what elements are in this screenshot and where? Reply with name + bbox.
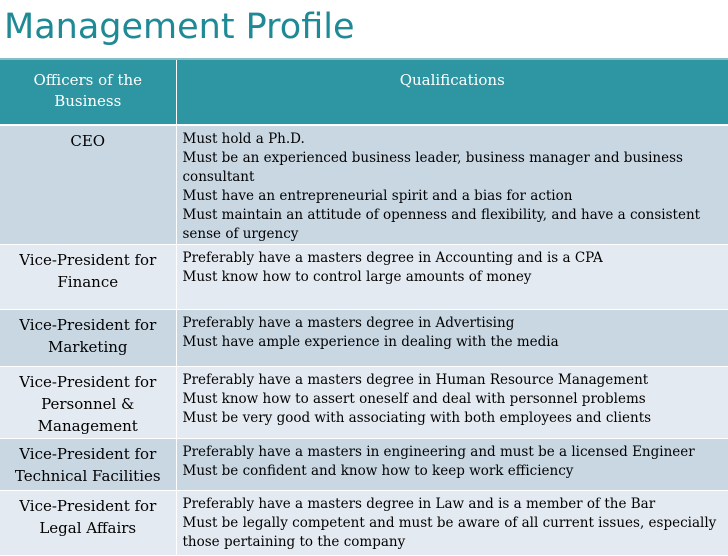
- table-row: [0, 367, 728, 439]
- qualification-item: Must be confident and know how to keep work efficiency: [182, 463, 574, 479]
- role-cell: Vice-President for Finance: [0, 245, 176, 310]
- page-title: Management Profile: [4, 7, 355, 47]
- qualification-item: Must be legally competent and must be aware of all current issues, especially those pertaining to the company: [182, 515, 717, 550]
- role-cell: Vice-President for Legal Affairs: [0, 491, 176, 556]
- table-row: [0, 310, 728, 367]
- header-qualifications: Qualifications: [176, 60, 728, 125]
- qualification-item: Must know how to control large amounts of money: [182, 269, 532, 285]
- qualifications-cell: [176, 125, 728, 245]
- qualification-item: Must maintain an attitude of openness and flexibility, and have a consistent sense of urgency: [182, 207, 701, 242]
- qualification-item: Must be very good with associating with both employees and clients: [182, 410, 652, 426]
- role-cell: Vice-President for Personnel & Management: [0, 367, 176, 439]
- qualifications-cell: [176, 245, 728, 310]
- table-header-row: [0, 60, 728, 125]
- header-officers: Officers of the Business: [0, 60, 176, 125]
- qualification-item: Must have an entrepreneurial spirit and a bias for action: [182, 188, 573, 204]
- qualification-item: Preferably have a masters degree in Human Resource Management: [182, 372, 649, 388]
- qualifications-cell: [176, 310, 728, 367]
- qualification-item: Preferably have a masters in engineering and must be a licensed Engineer: [182, 444, 695, 460]
- qualifications-cell: [176, 367, 728, 439]
- qualification-item: Must have ample experience in dealing with the media: [182, 334, 559, 350]
- qualifications-cell: [176, 439, 728, 491]
- qualification-item: Preferably have a masters degree in Accounting and is a CPA: [182, 250, 603, 266]
- qualification-item: Must hold a Ph.D.: [182, 131, 305, 147]
- role-cell: CEO: [0, 125, 176, 245]
- qualification-item: Must be an experienced business leader, business manager and business consultant: [182, 150, 683, 185]
- table-row: [0, 245, 728, 310]
- qualification-item: Preferably have a masters degree in Advertising: [182, 315, 515, 331]
- table-row: [0, 439, 728, 491]
- qualification-item: Must know how to assert oneself and deal with personnel problems: [182, 391, 646, 407]
- qualification-item: Preferably have a masters degree in Law and is a member of the Bar: [182, 496, 656, 512]
- role-cell: Vice-President for Marketing: [0, 310, 176, 367]
- management-table: [0, 60, 728, 556]
- table-row: [0, 125, 728, 245]
- role-cell: Vice-President for Technical Facilities: [0, 439, 176, 491]
